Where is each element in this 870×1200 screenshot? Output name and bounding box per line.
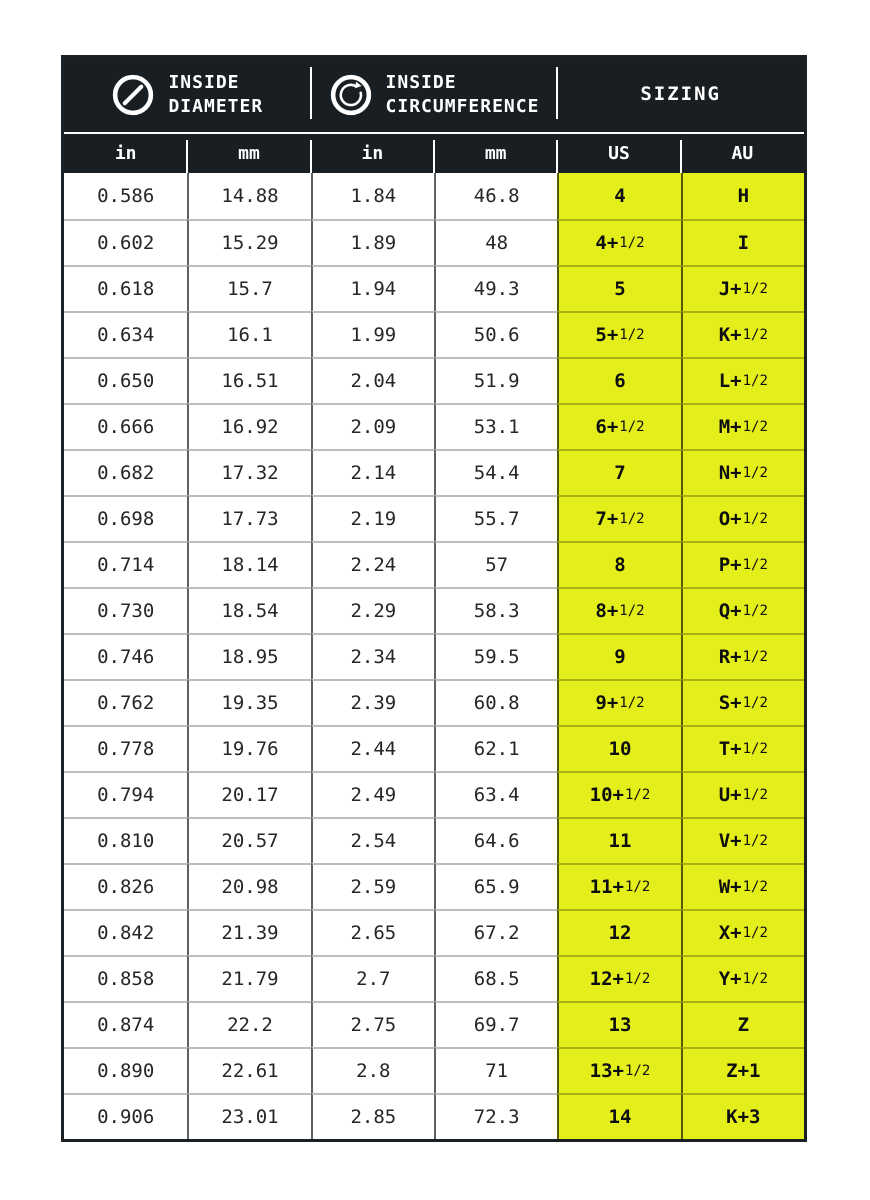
header-group-inside-circumference <box>311 58 558 132</box>
cell-size-us: 11 <box>557 817 680 863</box>
cell-diameter-mm: 19.35 <box>187 679 310 725</box>
table-row <box>64 679 804 725</box>
cell-size-au: Q+ 1/2 <box>681 587 804 633</box>
cell-circumference-in: 1.84 <box>311 173 434 219</box>
unit-header-diameter-mm: mm <box>187 134 310 173</box>
cell-diameter-mm: 15.7 <box>187 265 310 311</box>
cell-circumference-in: 2.04 <box>311 357 434 403</box>
header-label-line: INSIDE <box>385 71 457 93</box>
cell-diameter-mm: 18.95 <box>187 633 310 679</box>
header-title-row <box>64 58 804 132</box>
cell-size-us: 11+ 1/2 <box>557 863 680 909</box>
cell-circumference-mm: 59.5 <box>434 633 557 679</box>
table-row <box>64 265 804 311</box>
cell-diameter-mm: 20.98 <box>187 863 310 909</box>
cell-size-us: 9 <box>557 633 680 679</box>
cell-diameter-in: 0.826 <box>64 863 187 909</box>
cell-circumference-in: 2.49 <box>311 771 434 817</box>
cell-size-au: J+ 1/2 <box>681 265 804 311</box>
cell-diameter-in: 0.794 <box>64 771 187 817</box>
cell-circumference-mm: 68.5 <box>434 955 557 1001</box>
cell-diameter-mm: 17.32 <box>187 449 310 495</box>
cell-size-au: T+ 1/2 <box>681 725 804 771</box>
table-row <box>64 863 804 909</box>
table-header <box>64 58 804 173</box>
cell-circumference-in: 2.7 <box>311 955 434 1001</box>
cell-diameter-in: 0.746 <box>64 633 187 679</box>
cell-diameter-in: 0.714 <box>64 541 187 587</box>
cell-size-us: 8 <box>557 541 680 587</box>
cell-diameter-mm: 16.1 <box>187 311 310 357</box>
table-row <box>64 219 804 265</box>
cell-diameter-in: 0.666 <box>64 403 187 449</box>
cell-size-au: H <box>681 173 804 219</box>
cell-circumference-mm: 60.8 <box>434 679 557 725</box>
cell-diameter-in: 0.698 <box>64 495 187 541</box>
cell-diameter-mm: 21.39 <box>187 909 310 955</box>
cell-size-us: 4 <box>557 173 680 219</box>
cell-diameter-mm: 16.51 <box>187 357 310 403</box>
cell-diameter-in: 0.618 <box>64 265 187 311</box>
cell-size-us: 13+ 1/2 <box>557 1047 680 1093</box>
cell-circumference-in: 2.65 <box>311 909 434 955</box>
cell-circumference-mm: 49.3 <box>434 265 557 311</box>
cell-diameter-in: 0.762 <box>64 679 187 725</box>
cell-size-au: U+ 1/2 <box>681 771 804 817</box>
cell-circumference-mm: 46.8 <box>434 173 557 219</box>
circumference-icon <box>329 73 373 117</box>
cell-circumference-in: 1.89 <box>311 219 434 265</box>
header-group-sizing <box>557 58 804 132</box>
cell-circumference-mm: 69.7 <box>434 1001 557 1047</box>
unit-header-diameter-in: in <box>114 143 137 164</box>
cell-size-au: Y+ 1/2 <box>681 955 804 1001</box>
table-row <box>64 1093 804 1139</box>
cell-diameter-in: 0.730 <box>64 587 187 633</box>
cell-size-us: 4+ 1/2 <box>557 219 680 265</box>
cell-size-au: P+ 1/2 <box>681 541 804 587</box>
cell-circumference-in: 2.34 <box>311 633 434 679</box>
cell-diameter-in: 0.890 <box>64 1047 187 1093</box>
cell-circumference-in: 2.39 <box>311 679 434 725</box>
cell-size-us: 6+ 1/2 <box>557 403 680 449</box>
unit-header-au: AU <box>681 134 804 173</box>
cell-diameter-mm: 20.17 <box>187 771 310 817</box>
table-row <box>64 1047 804 1093</box>
unit-header-circumference-in: in <box>311 134 434 173</box>
table-row <box>64 771 804 817</box>
cell-circumference-in: 2.8 <box>311 1047 434 1093</box>
cell-diameter-mm: 15.29 <box>187 219 310 265</box>
cell-size-au: Z+1 <box>681 1047 804 1093</box>
cell-size-us: 13 <box>557 1001 680 1047</box>
cell-circumference-mm: 48 <box>434 219 557 265</box>
cell-diameter-mm: 14.88 <box>187 173 310 219</box>
cell-diameter-in: 0.778 <box>64 725 187 771</box>
cell-circumference-in: 1.94 <box>311 265 434 311</box>
cell-size-us: 5+ 1/2 <box>557 311 680 357</box>
header-label-line: INSIDE <box>168 71 240 93</box>
cell-diameter-in: 0.602 <box>64 219 187 265</box>
cell-circumference-mm: 67.2 <box>434 909 557 955</box>
cell-circumference-in: 1.99 <box>311 311 434 357</box>
cell-circumference-mm: 58.3 <box>434 587 557 633</box>
cell-size-us: 7 <box>557 449 680 495</box>
cell-size-au: K+3 <box>681 1093 804 1139</box>
unit-header-us: US <box>557 134 680 173</box>
cell-size-au: I <box>681 219 804 265</box>
header-label-line: CIRCUMFERENCE <box>385 96 540 117</box>
table-row <box>64 633 804 679</box>
table-row <box>64 173 804 219</box>
table-row <box>64 725 804 771</box>
cell-diameter-mm: 22.2 <box>187 1001 310 1047</box>
cell-diameter-in: 0.810 <box>64 817 187 863</box>
header-label-line: DIAMETER <box>168 96 264 117</box>
cell-size-au: S+ 1/2 <box>681 679 804 725</box>
cell-size-au: V+ 1/2 <box>681 817 804 863</box>
cell-circumference-mm: 51.9 <box>434 357 557 403</box>
cell-diameter-mm: 22.61 <box>187 1047 310 1093</box>
table-row <box>64 955 804 1001</box>
table-body <box>64 173 804 1139</box>
table-row <box>64 449 804 495</box>
cell-size-us: 6 <box>557 357 680 403</box>
cell-diameter-mm: 16.92 <box>187 403 310 449</box>
cell-circumference-in: 2.44 <box>311 725 434 771</box>
header-label-line: SIZING <box>640 83 721 106</box>
cell-size-us: 5 <box>557 265 680 311</box>
cell-diameter-mm: 20.57 <box>187 817 310 863</box>
cell-circumference-mm: 54.4 <box>434 449 557 495</box>
cell-size-us: 8+ 1/2 <box>557 587 680 633</box>
cell-circumference-in: 2.75 <box>311 1001 434 1047</box>
cell-circumference-in: 2.85 <box>311 1093 434 1139</box>
cell-size-au: Z <box>681 1001 804 1047</box>
cell-circumference-mm: 72.3 <box>434 1093 557 1139</box>
unit-header-circumference-mm: mm <box>434 134 557 173</box>
table-row <box>64 311 804 357</box>
cell-size-us: 7+ 1/2 <box>557 495 680 541</box>
cell-size-us: 10 <box>557 725 680 771</box>
header-group-label <box>168 71 263 120</box>
cell-diameter-in: 0.650 <box>64 357 187 403</box>
cell-diameter-in: 0.682 <box>64 449 187 495</box>
cell-circumference-in: 2.09 <box>311 403 434 449</box>
cell-circumference-mm: 71 <box>434 1047 557 1093</box>
table-row <box>64 495 804 541</box>
cell-diameter-in: 0.842 <box>64 909 187 955</box>
cell-size-au: O+ 1/2 <box>681 495 804 541</box>
header-group-label <box>640 82 721 108</box>
cell-circumference-mm: 55.7 <box>434 495 557 541</box>
cell-circumference-in: 2.29 <box>311 587 434 633</box>
cell-size-us: 10+ 1/2 <box>557 771 680 817</box>
cell-diameter-in: 0.906 <box>64 1093 187 1139</box>
cell-size-au: R+ 1/2 <box>681 633 804 679</box>
cell-circumference-mm: 62.1 <box>434 725 557 771</box>
cell-diameter-mm: 23.01 <box>187 1093 310 1139</box>
header-group-label <box>386 71 540 120</box>
cell-size-us: 12 <box>557 909 680 955</box>
cell-circumference-mm: 57 <box>434 541 557 587</box>
cell-circumference-mm: 53.1 <box>434 403 557 449</box>
cell-size-au: W+ 1/2 <box>681 863 804 909</box>
cell-size-us: 14 <box>557 1093 680 1139</box>
cell-diameter-in: 0.586 <box>64 173 187 219</box>
cell-circumference-mm: 65.9 <box>434 863 557 909</box>
cell-circumference-in: 2.54 <box>311 817 434 863</box>
cell-size-au: M+ 1/2 <box>681 403 804 449</box>
cell-circumference-mm: 64.6 <box>434 817 557 863</box>
cell-size-au: N+ 1/2 <box>681 449 804 495</box>
table-row <box>64 541 804 587</box>
diameter-icon <box>111 73 155 117</box>
table-row <box>64 909 804 955</box>
cell-diameter-in: 0.634 <box>64 311 187 357</box>
cell-diameter-mm: 18.54 <box>187 587 310 633</box>
cell-circumference-in: 2.14 <box>311 449 434 495</box>
cell-diameter-mm: 17.73 <box>187 495 310 541</box>
cell-circumference-mm: 63.4 <box>434 771 557 817</box>
table-row <box>64 357 804 403</box>
cell-diameter-mm: 21.79 <box>187 955 310 1001</box>
header-group-inside-diameter <box>64 58 311 132</box>
cell-size-au: L+ 1/2 <box>681 357 804 403</box>
cell-circumference-in: 2.59 <box>311 863 434 909</box>
cell-circumference-in: 2.24 <box>311 541 434 587</box>
cell-size-au: K+ 1/2 <box>681 311 804 357</box>
cell-circumference-in: 2.19 <box>311 495 434 541</box>
cell-diameter-in: 0.874 <box>64 1001 187 1047</box>
cell-size-au: X+ 1/2 <box>681 909 804 955</box>
table-row <box>64 587 804 633</box>
cell-size-us: 12+ 1/2 <box>557 955 680 1001</box>
cell-size-us: 9+ 1/2 <box>557 679 680 725</box>
table-row <box>64 817 804 863</box>
cell-circumference-mm: 50.6 <box>434 311 557 357</box>
cell-diameter-in: 0.858 <box>64 955 187 1001</box>
table-row <box>64 1001 804 1047</box>
cell-diameter-mm: 19.76 <box>187 725 310 771</box>
table-row <box>64 403 804 449</box>
cell-diameter-mm: 18.14 <box>187 541 310 587</box>
unit-header-row <box>64 132 804 173</box>
ring-size-chart <box>61 55 807 1142</box>
